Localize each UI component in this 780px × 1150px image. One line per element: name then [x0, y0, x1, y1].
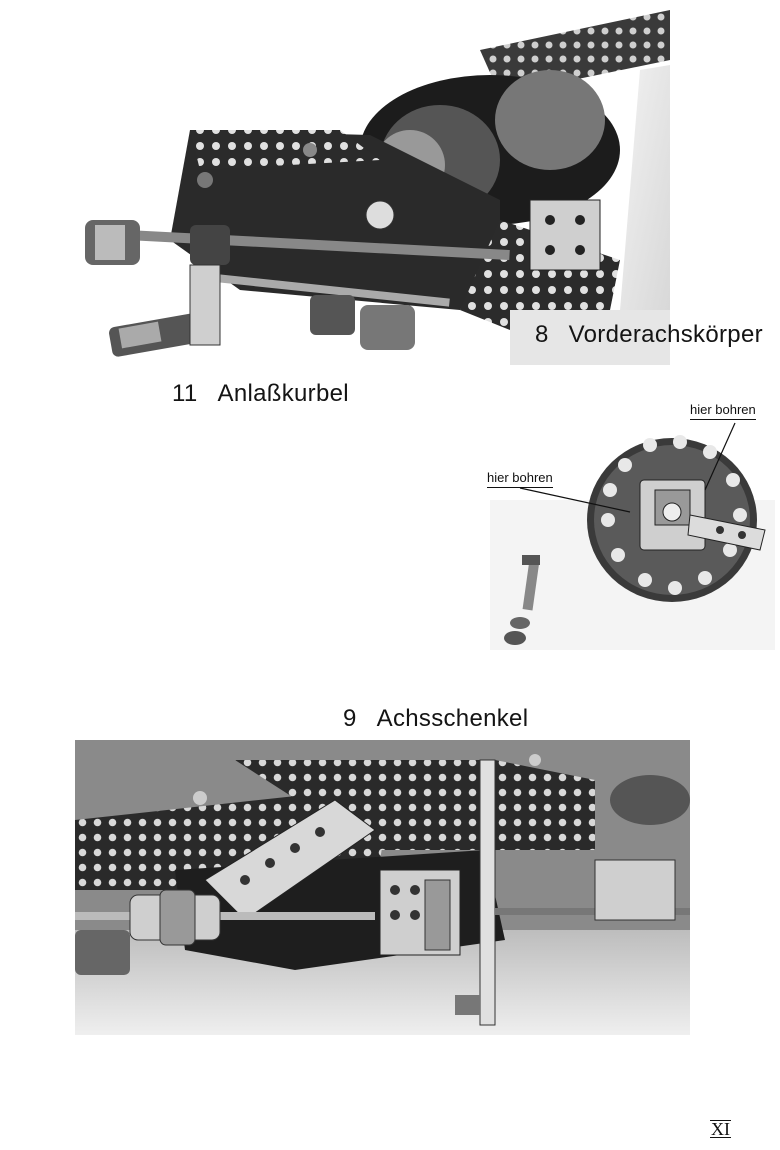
annotation-text: hier bohren	[487, 470, 553, 485]
annotation-drill-here-left	[487, 470, 553, 488]
caption-number: 9	[343, 705, 357, 732]
annotation-drill-here-right	[690, 402, 756, 420]
steering-knuckle-image	[490, 420, 775, 650]
caption-achsschenkel	[343, 705, 528, 733]
caption-number: 8	[535, 321, 549, 348]
photo-steering-knuckle-underside	[75, 740, 690, 1035]
front-axle-image	[80, 10, 670, 365]
underside-image	[75, 740, 690, 1035]
annotation-text: hier bohren	[690, 402, 756, 417]
photo-steering-knuckle-detail	[490, 420, 775, 650]
photo-front-axle-assembly	[80, 10, 670, 365]
page-number: XI	[711, 1119, 730, 1139]
caption-text: Vorderachskörper	[568, 321, 763, 348]
caption-number: 11	[172, 380, 198, 407]
caption-text: Achsschenkel	[376, 705, 529, 732]
caption-anlasskurbel	[172, 380, 349, 408]
caption-text: Anlaßkurbel	[217, 380, 349, 407]
caption-vorderachskoerper	[535, 321, 763, 349]
